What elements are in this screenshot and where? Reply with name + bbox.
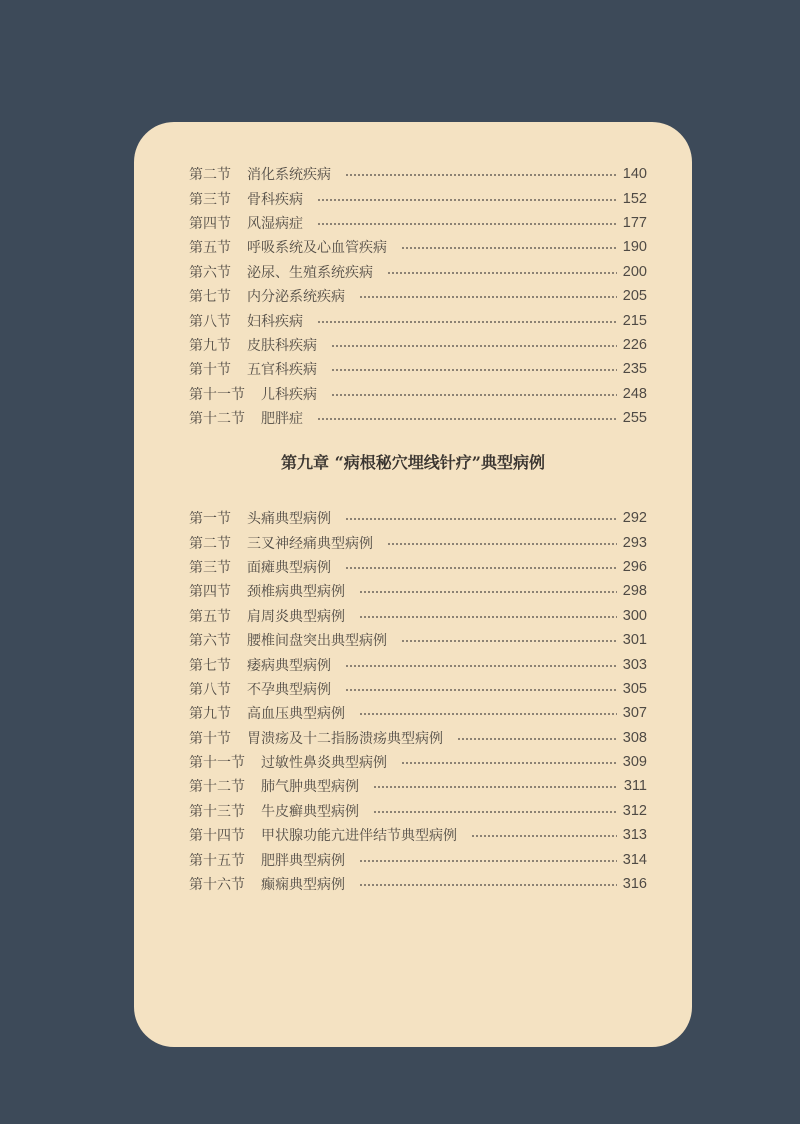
toc-entry[interactable] xyxy=(189,333,647,357)
page-number: 140 xyxy=(622,166,647,183)
section-title: 高血压典型病例 xyxy=(247,706,345,723)
page-number: 308 xyxy=(622,729,647,746)
section-title: 癫痫典型病例 xyxy=(261,877,345,894)
section-number: 第六节 xyxy=(189,633,231,650)
toc-entry[interactable] xyxy=(189,701,647,725)
section-number: 第十节 xyxy=(189,362,231,379)
page-number: 316 xyxy=(622,876,647,893)
toc-entry[interactable] xyxy=(189,260,647,284)
dot-leader xyxy=(345,174,617,176)
toc-entry[interactable] xyxy=(189,186,647,210)
section-number: 第二节 xyxy=(189,167,231,184)
section-title: 颈椎病典型病例 xyxy=(247,584,345,601)
section-title: 肥胖症 xyxy=(261,411,303,428)
page-number: 190 xyxy=(622,239,647,256)
section-title: 甲状腺功能亢进伴结节典型病例 xyxy=(261,828,457,845)
dot-leader xyxy=(373,786,618,788)
section-number: 第五节 xyxy=(189,608,231,625)
dot-leader xyxy=(373,811,617,813)
section-number: 第八节 xyxy=(189,313,231,330)
section-title: 风湿病症 xyxy=(247,215,303,232)
dot-leader xyxy=(359,296,617,298)
toc-entry[interactable] xyxy=(189,628,647,652)
toc-entry[interactable] xyxy=(189,162,647,186)
section-title: 肺气肿典型病例 xyxy=(261,779,359,796)
toc-entry[interactable] xyxy=(189,774,647,798)
section-number: 第十二节 xyxy=(189,779,245,796)
dot-leader xyxy=(359,713,617,715)
section-number: 第七节 xyxy=(189,657,231,674)
page-number: 226 xyxy=(622,336,647,353)
page-number: 305 xyxy=(622,680,647,697)
dot-leader xyxy=(317,418,617,420)
dot-leader xyxy=(387,272,617,274)
section-title: 泌尿、生殖系统疾病 xyxy=(247,264,373,281)
dot-leader xyxy=(387,543,617,545)
page-number: 292 xyxy=(622,510,647,527)
toc-entry[interactable] xyxy=(189,823,647,847)
page-number: 303 xyxy=(622,656,647,673)
section-number: 第四节 xyxy=(189,584,231,601)
toc-entry[interactable] xyxy=(189,382,647,406)
toc-entry[interactable] xyxy=(189,872,647,896)
dot-leader xyxy=(359,616,617,618)
toc-entry[interactable] xyxy=(189,555,647,579)
page-number: 200 xyxy=(622,263,647,280)
page-number: 255 xyxy=(622,410,647,427)
section-number: 第十四节 xyxy=(189,828,245,845)
section-number: 第十五节 xyxy=(189,852,245,869)
page-number: 300 xyxy=(622,607,647,624)
section-title: 皮肤科疾病 xyxy=(247,337,317,354)
toc-entry[interactable] xyxy=(189,847,647,871)
section-number: 第四节 xyxy=(189,215,231,232)
page-number: 215 xyxy=(622,312,647,329)
toc-entry[interactable] xyxy=(189,677,647,701)
toc-entry[interactable] xyxy=(189,750,647,774)
section-title: 肥胖典型病例 xyxy=(261,852,345,869)
page-number: 312 xyxy=(622,802,647,819)
toc-entry[interactable] xyxy=(189,211,647,235)
section-number: 第一节 xyxy=(189,511,231,528)
section-number: 第七节 xyxy=(189,289,231,306)
section-number: 第五节 xyxy=(189,240,231,257)
toc-entry[interactable] xyxy=(189,308,647,332)
toc-card xyxy=(134,122,692,1047)
page-number: 307 xyxy=(622,705,647,722)
toc-entry[interactable] xyxy=(189,530,647,554)
section-title: 内分泌系统疾病 xyxy=(247,289,345,306)
toc-entry[interactable] xyxy=(189,604,647,628)
section-number: 第十节 xyxy=(189,730,231,747)
toc-entry[interactable] xyxy=(189,357,647,381)
dot-leader xyxy=(401,762,617,764)
toc-entry[interactable] xyxy=(189,406,647,430)
section-title: 痿病典型病例 xyxy=(247,657,331,674)
section-title: 头痛典型病例 xyxy=(247,511,331,528)
page-number: 235 xyxy=(622,361,647,378)
dot-leader xyxy=(345,518,617,520)
section-title: 肩周炎典型病例 xyxy=(247,608,345,625)
dot-leader xyxy=(471,835,617,837)
section-number: 第九节 xyxy=(189,706,231,723)
page-number: 311 xyxy=(623,778,647,795)
dot-leader xyxy=(359,884,617,886)
section-title: 腰椎间盘突出典型病例 xyxy=(247,633,387,650)
dot-leader xyxy=(345,665,617,667)
toc-entry[interactable] xyxy=(189,284,647,308)
page-number: 314 xyxy=(622,851,647,868)
section-number: 第十三节 xyxy=(189,803,245,820)
section-number: 第三节 xyxy=(189,559,231,576)
section-number: 第十六节 xyxy=(189,877,245,894)
dot-leader xyxy=(345,567,617,569)
page-number: 298 xyxy=(622,583,647,600)
page-number: 313 xyxy=(622,827,647,844)
page-number: 293 xyxy=(622,534,647,551)
section-title: 呼吸系统及心血管疾病 xyxy=(247,240,387,257)
section-title: 妇科疾病 xyxy=(247,313,303,330)
section-title: 不孕典型病例 xyxy=(247,681,331,698)
toc-entry[interactable] xyxy=(189,235,647,259)
section-title: 骨科疾病 xyxy=(247,191,303,208)
dot-leader xyxy=(401,640,617,642)
dot-leader xyxy=(359,591,617,593)
section-number: 第十一节 xyxy=(189,755,245,772)
toc-entry[interactable] xyxy=(189,579,647,603)
toc-entry[interactable] xyxy=(189,799,647,823)
dot-leader xyxy=(345,689,617,691)
toc-entry[interactable] xyxy=(189,506,647,530)
section-number: 第十二节 xyxy=(189,411,245,428)
toc-list-previous-chapter xyxy=(189,162,647,430)
page-number: 301 xyxy=(622,632,647,649)
page-number: 152 xyxy=(622,190,647,207)
section-title: 过敏性鼻炎典型病例 xyxy=(261,755,387,772)
section-number: 第二节 xyxy=(189,535,231,552)
section-title: 面瘫典型病例 xyxy=(247,559,331,576)
page-number: 177 xyxy=(622,214,647,231)
section-number: 第六节 xyxy=(189,264,231,281)
section-number: 第九节 xyxy=(189,337,231,354)
dot-leader xyxy=(401,247,617,249)
dot-leader xyxy=(331,369,617,371)
toc-list-chapter-9 xyxy=(189,506,647,896)
dot-leader xyxy=(317,321,617,323)
toc-entry[interactable] xyxy=(189,726,647,750)
section-title: 消化系统疾病 xyxy=(247,167,331,184)
section-title: 三叉神经痛典型病例 xyxy=(247,535,373,552)
section-number: 第三节 xyxy=(189,191,231,208)
page-number: 296 xyxy=(622,558,647,575)
dot-leader xyxy=(359,860,617,862)
page-number: 205 xyxy=(622,288,647,305)
dot-leader xyxy=(457,738,617,740)
section-title: 牛皮癣典型病例 xyxy=(261,803,359,820)
page-number: 309 xyxy=(622,754,647,771)
dot-leader xyxy=(317,223,617,225)
section-number: 第十一节 xyxy=(189,386,245,403)
page-number: 248 xyxy=(622,385,647,402)
dot-leader xyxy=(317,199,617,201)
toc-entry[interactable] xyxy=(189,652,647,676)
dot-leader xyxy=(331,394,617,396)
section-title: 胃溃疡及十二指肠溃疡典型病例 xyxy=(247,730,443,747)
section-title: 儿科疾病 xyxy=(261,386,317,403)
section-title: 五官科疾病 xyxy=(247,362,317,379)
chapter-heading: 第九章 “病根秘穴埋线针疗”典型病例 xyxy=(281,453,545,472)
dot-leader xyxy=(331,345,617,347)
section-number: 第八节 xyxy=(189,681,231,698)
